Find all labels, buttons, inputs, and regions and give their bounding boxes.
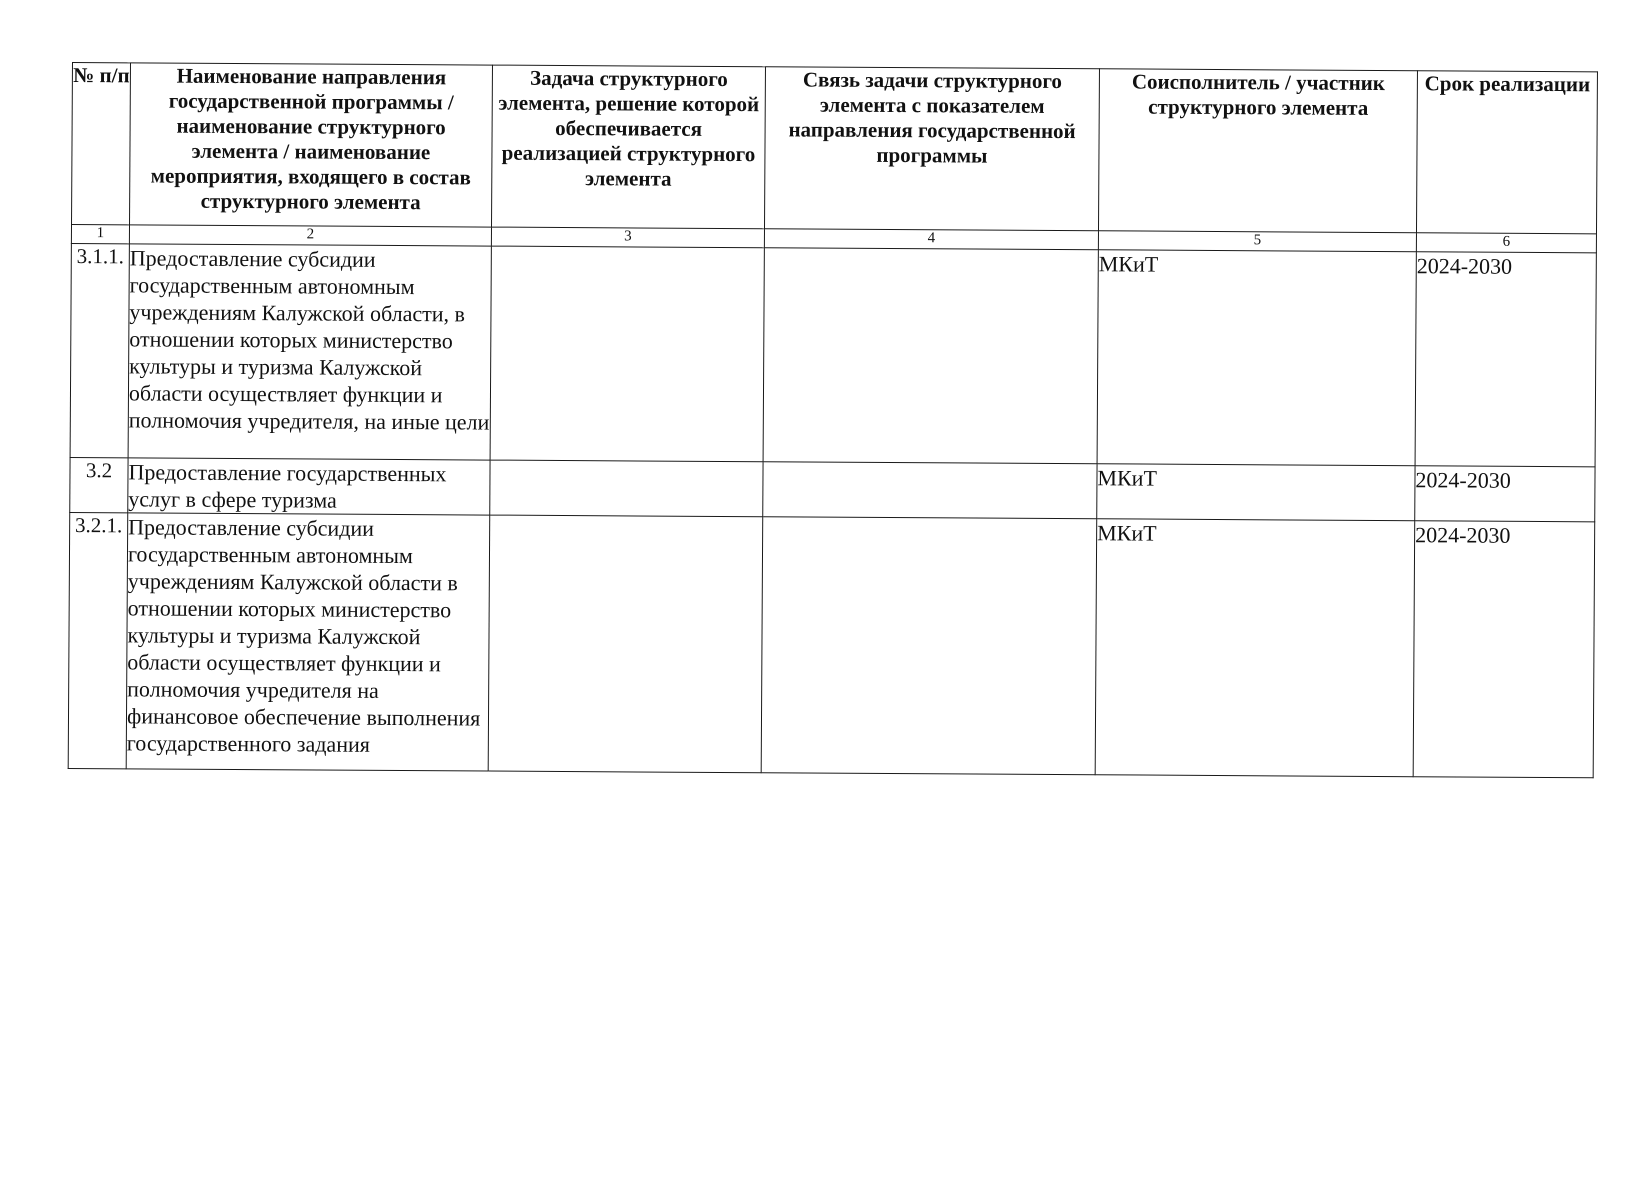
- row-task: [490, 246, 764, 462]
- row-executor: МКиТ: [1097, 250, 1416, 466]
- table-row: [70, 457, 1595, 521]
- row-task: [488, 515, 763, 773]
- row-period: 2024-2030: [1415, 466, 1595, 522]
- header-executor: Соисполнитель / участник структурного элемента: [1098, 69, 1417, 233]
- row-link: [763, 462, 1097, 519]
- column-number: 6: [1416, 233, 1596, 253]
- row-link: [763, 248, 1098, 464]
- column-number: 4: [764, 229, 1098, 250]
- row-name: Предоставление субсидии государственным автономным учреждениям Калужской области, в отношении которых министерство культуры и туризма Калужской области осуществляет функции и полномочия учредителя, на иные цели: [128, 244, 491, 460]
- row-executor: МКиТ: [1095, 519, 1415, 777]
- row-task: [490, 460, 763, 517]
- header-name: Наименование направления государственной программы / наименование структурного элемента / наименование мероприятия, входящего в состав структурного элемента: [130, 63, 493, 227]
- table-row: [70, 243, 1596, 466]
- column-number: 1: [71, 225, 129, 244]
- column-number: 3: [491, 227, 764, 248]
- row-number: 3.1.1.: [70, 243, 129, 457]
- document-sheet: [68, 62, 1598, 778]
- header-period: Срок реализации: [1416, 71, 1597, 234]
- header-task: Задача структурного элемента, решение которой обеспечивается реализацией структурного элемента: [491, 65, 765, 229]
- row-executor: МКиТ: [1097, 464, 1415, 521]
- row-period: 2024-2030: [1415, 252, 1596, 467]
- row-number: 3.2: [70, 457, 128, 512]
- row-name: Предоставление субсидии государственным автономным учреждениям Калужской области в отношении которых министерство культуры и туризма Калужской области осуществляет функции и полномочия учредителя на финансовое обеспечение выполнения государственного задания: [126, 513, 490, 771]
- row-number: 3.2.1.: [68, 512, 128, 768]
- row-name: Предоставление государственных услуг в сфере туризма: [128, 458, 490, 515]
- column-number: 2: [129, 225, 491, 246]
- row-period: 2024-2030: [1413, 521, 1595, 778]
- row-link: [761, 517, 1097, 775]
- table-row: [68, 512, 1595, 777]
- header-number: № п/п: [72, 63, 131, 225]
- column-number: 5: [1098, 231, 1416, 252]
- structural-elements-table: [68, 62, 1598, 778]
- header-link: Связь задачи структурного элемента с показателем направления государственной программы: [764, 67, 1099, 231]
- table-header-row: [72, 63, 1598, 234]
